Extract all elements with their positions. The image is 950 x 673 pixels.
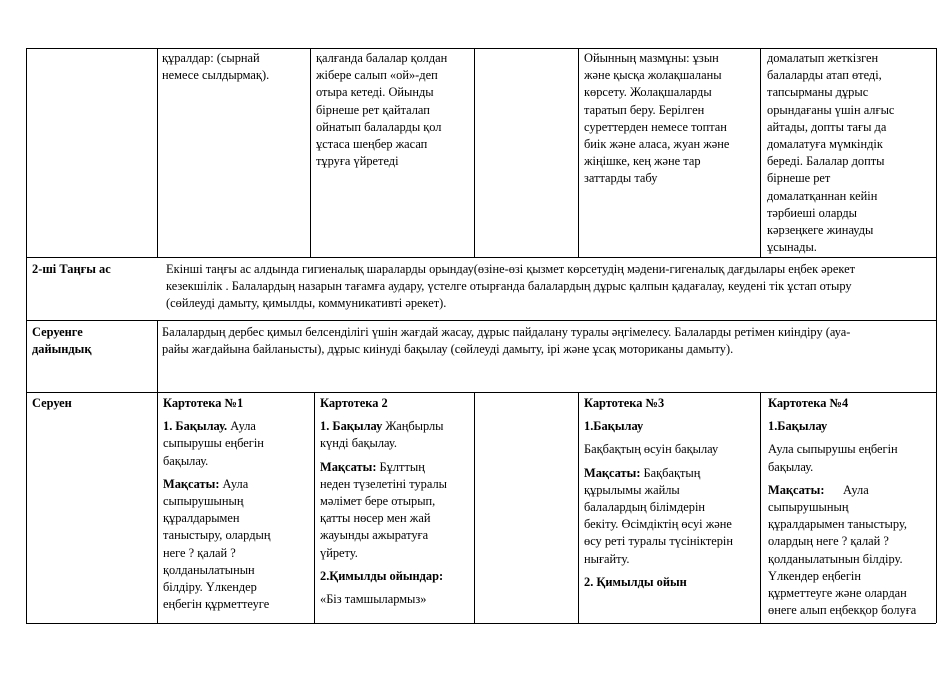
table-border — [26, 392, 27, 623]
table-border — [578, 48, 579, 257]
table-border — [578, 392, 579, 623]
table-border — [157, 320, 158, 392]
table-border — [26, 320, 27, 392]
card-4: Картотека №4 1.Бақылау Аула сыпырушы еңбегін бақылау. Мақсаты: Аула сыпырушының құралдарымен таныстыру, олардың неге ? қалай ? қолданылатынын білдіру. Үлкендер еңбегін құрметтеуге және олардан өнеге алып еңбекқор болуға — [768, 395, 935, 619]
row1-col5-cell: Ойынның мазмұны: ұзын және қысқа жолақшаланы көрсету. Жолақшаларды таратып беру. Берілген суреттерден немесе топтан биік және аласа, жуан және жіңішке, кең және тар заттарды табу — [584, 51, 730, 186]
row2-content: Екінші таңғы ас алдында гигиеналық шараларды орындау(өзіне-өзі қызмет көрсетудің мәдени-гигеналық дағдылары еңбек әрекет кезекшілік . Балалардың назарын тағамға аудару, үстелге отырғанда балалардың дұрыс қалпын қадағалау, кеудені тік ұстап отыру (сөйлеуді дамыту, қимылды, коммуникативті әрекет). — [166, 262, 856, 311]
row2-label: 2-ші Таңғы ас — [32, 262, 111, 276]
table-border — [474, 48, 475, 257]
table-border — [26, 623, 936, 624]
table-border — [760, 48, 761, 257]
card-2-title: Картотека 2 — [320, 396, 388, 410]
table-border — [26, 320, 936, 321]
table-border — [474, 392, 475, 623]
table-border — [26, 48, 27, 320]
table-border — [936, 48, 937, 392]
row3-label: Серуенге дайындық — [32, 325, 92, 357]
card-1: Картотека №1 1. Бақылау. Аула сыпырушы еңбегін бақылау. Мақсаты: Аула сыпырушының құралдарымен таныстыру, олардың неге ? қалай ? қолданылатынын білдіру. Үлкендер еңбегін құрметтеуге — [163, 395, 313, 613]
card-3-title: Картотека №3 — [584, 396, 665, 410]
table-border — [157, 392, 158, 623]
table-border — [310, 48, 311, 257]
table-border — [26, 48, 936, 49]
table-border — [760, 392, 761, 623]
card-3: Картотека №3 1.Бақылау Бақбақтың өсуін бақылау Мақсаты: Бақбақтың құрылымы жайлы балалардың білімдерін бекіту. Өсімдіктің өсуі және өсу реті туралы түсініктерін нығайту. 2. Қимылды ойын — [584, 395, 759, 591]
table-border — [157, 48, 158, 257]
card-4-title: Картотека №4 — [768, 396, 849, 410]
row1-col6-cell: домалатып жеткізген балаларды атап өтеді, тапсырманы дұрыс орындағаны үшін алғыс айтады, допты тағы да домалатуға мүмкіндік береді. Балалар допты бірнеше рет домалатқаннан кейін тәрбиеші оларды кәрзеңкеге жинауды ұсынады. — [767, 51, 895, 255]
row3-content: Балалардың дербес қимыл белсенділігі үшін жағдай жасау, дұрыс пайдалану туралы әңгімелесу. Балаларды ретімен киіндіру (ауа- райы жағдайына байланысты), дұрыс киінуді бақылау (сөйлеуді дамыту, ірі және ұсақ моториканы дамыту). — [162, 325, 851, 357]
row1-col2-cell: құралдар: (сырнай немесе сылдырмақ). — [162, 51, 270, 83]
card-1-title: Картотека №1 — [163, 396, 244, 410]
table-border — [26, 392, 936, 393]
row4-label: Серуен — [32, 396, 72, 410]
table-border — [314, 392, 315, 623]
table-border — [26, 257, 936, 258]
card-2: Картотека 2 1. Бақылау Жаңбырлы күнді бақылау. Мақсаты: Бұлттың неден түзелетіні туралы мәлімет бере отырып, қатты нөсер мен жай жауынды ажыратуға үйрету. 2.Қимылды ойындар: «Біз тамшылармыз» — [320, 395, 473, 608]
row1-col3-cell: қалғанда балалар қолдан жібере салып «ой»-деп отыра кетеді. Ойынды бірнеше рет қайталап ойнатып балаларды қол ұстаса шеңбер жасап тұруға үйретеді — [316, 51, 448, 169]
table-border — [936, 392, 937, 623]
